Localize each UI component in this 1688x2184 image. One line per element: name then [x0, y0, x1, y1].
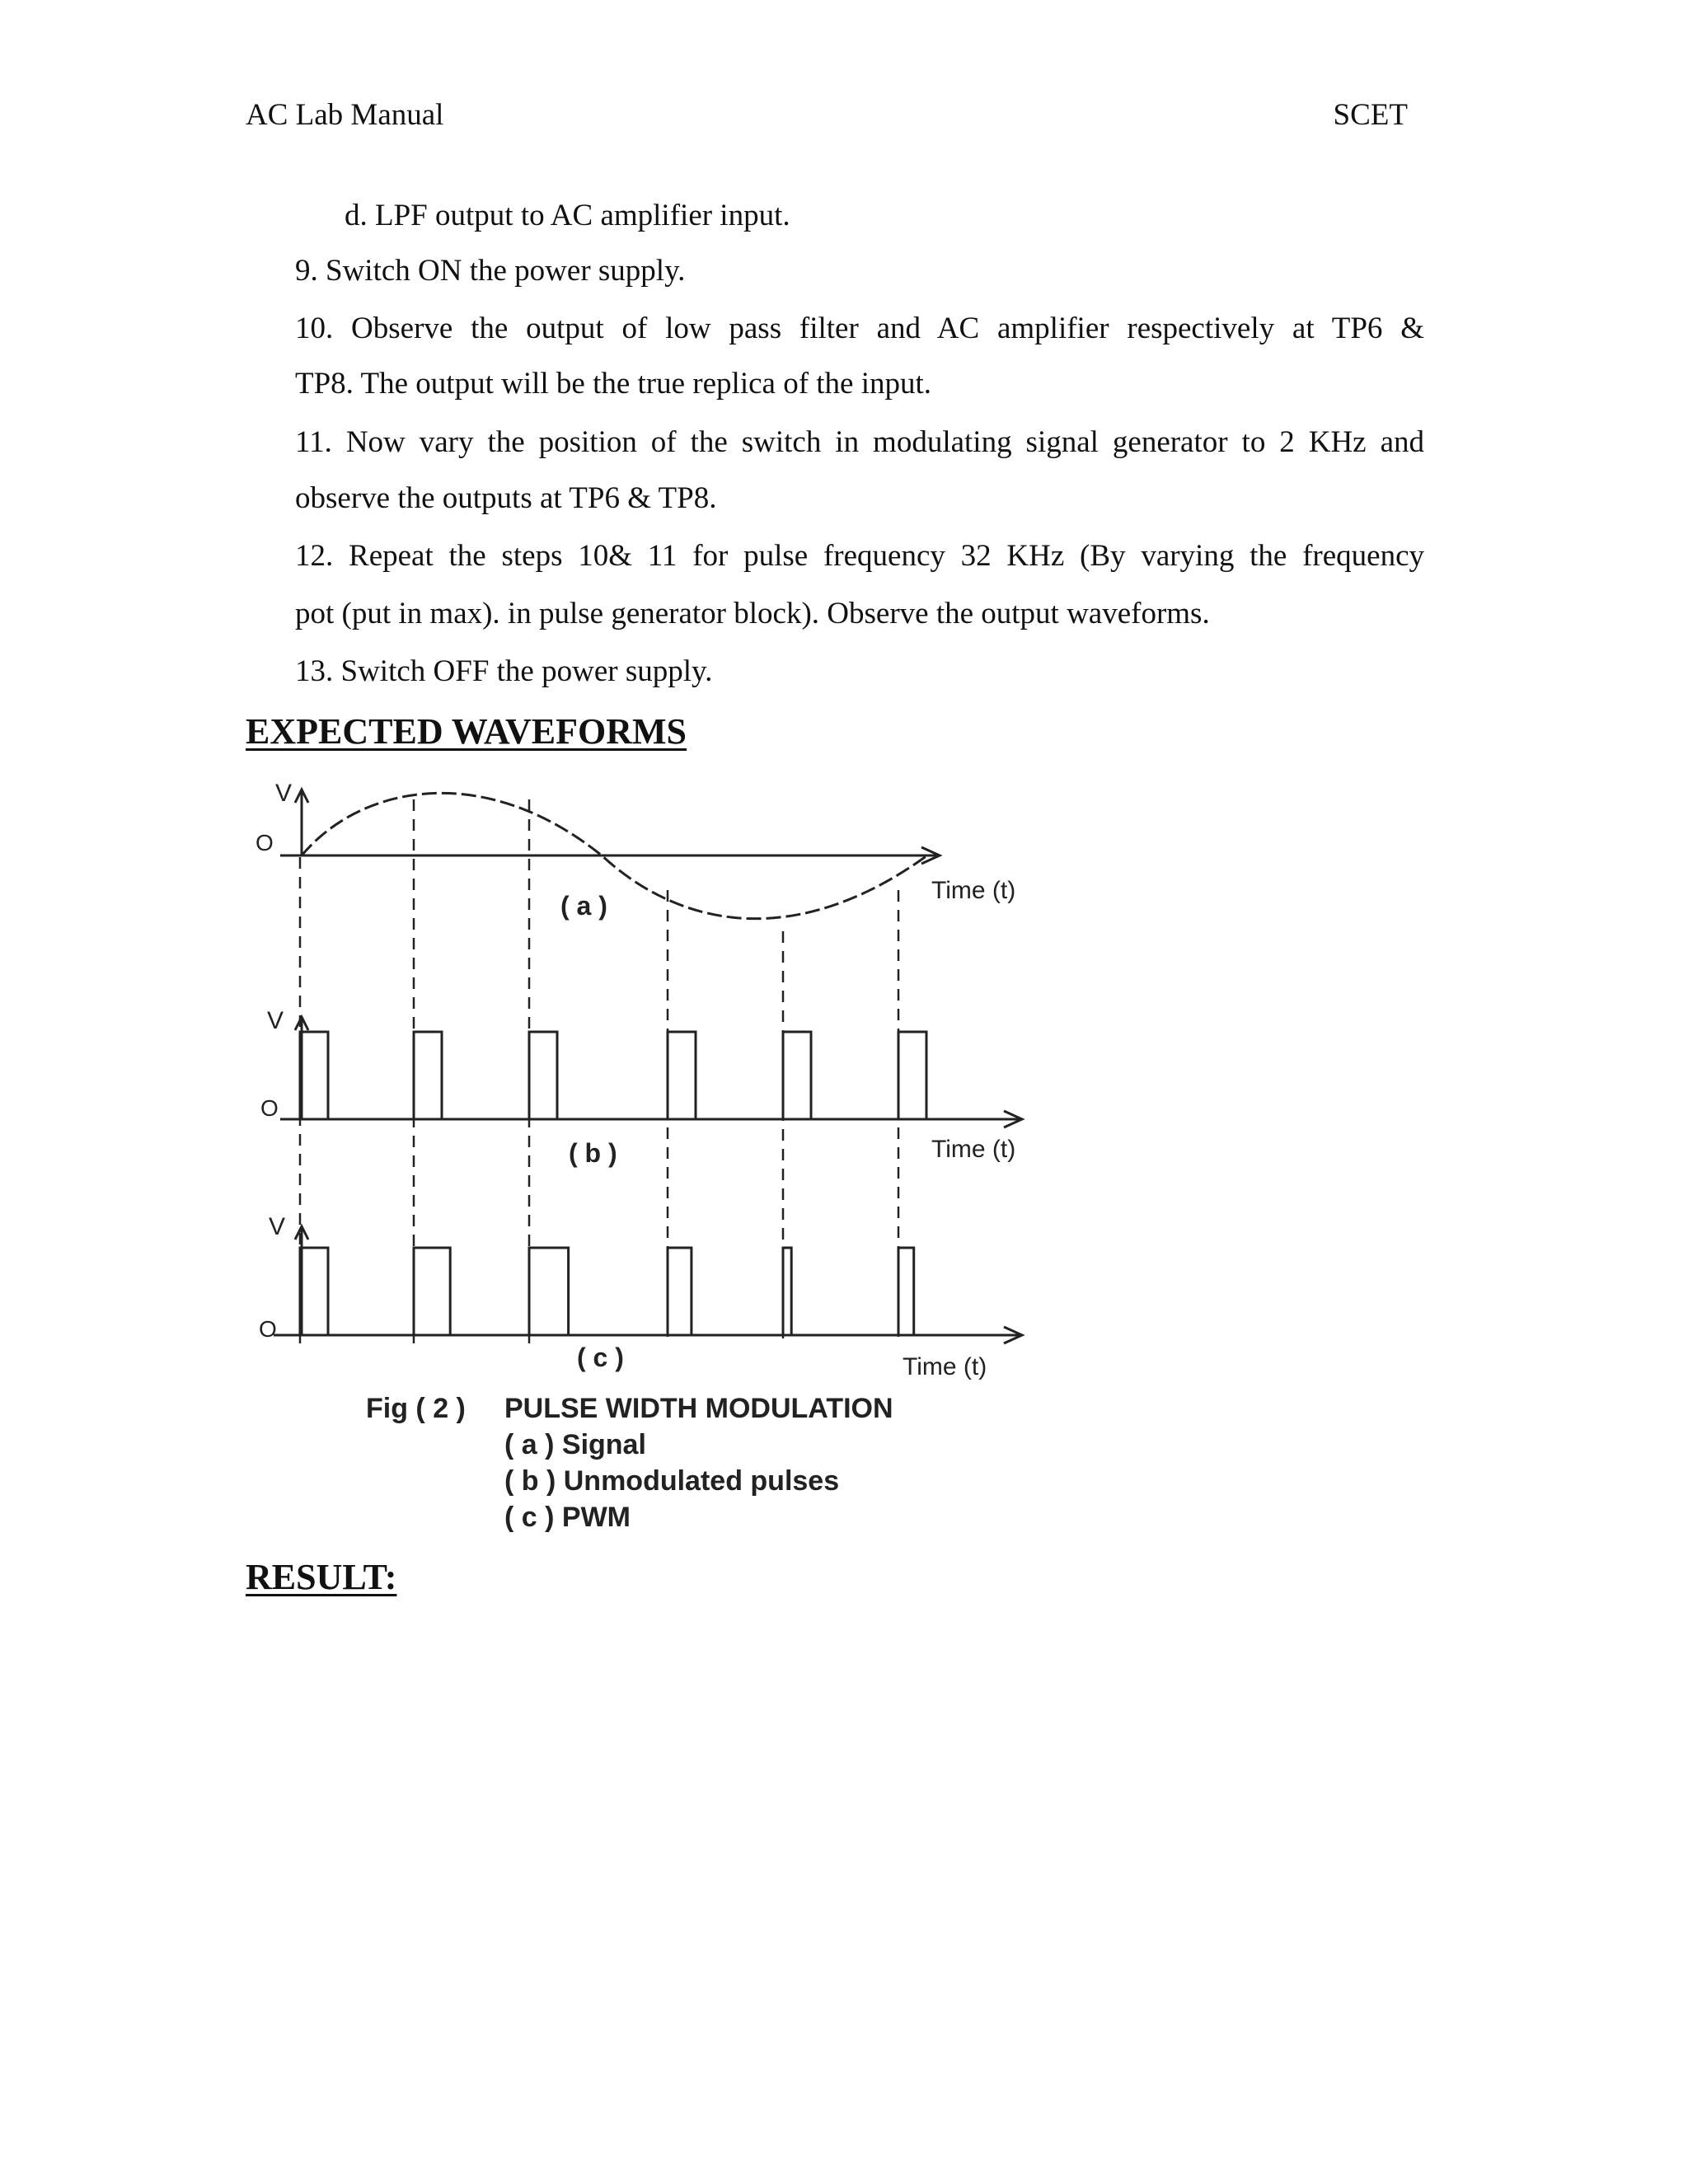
step-line: 13. Switch OFF the power supply. — [295, 654, 713, 688]
unmodulated-pulse — [529, 1032, 557, 1119]
pwm-pulse — [414, 1248, 450, 1335]
panel-b-label: ( b ) — [569, 1138, 617, 1168]
figure-caption-a: ( a ) Signal — [504, 1429, 646, 1460]
axis-o-label: O — [260, 1095, 279, 1121]
figure-caption-c: ( c ) PWM — [504, 1502, 631, 1533]
pwm-pulse — [783, 1248, 791, 1335]
pwm-pulses — [300, 1248, 914, 1335]
axis-o-label: O — [256, 830, 274, 855]
pwm-pulse — [529, 1248, 569, 1335]
pwm-waveform-figure — [239, 766, 1030, 1533]
unmodulated-pulse — [300, 1032, 328, 1119]
panel-a-label: ( a ) — [560, 891, 607, 921]
expected-waveforms-heading: EXPECTED WAVEFORMS — [246, 711, 687, 752]
guide-lines — [300, 799, 898, 1343]
unmodulated-pulse — [783, 1032, 811, 1119]
header-right: SCET — [1333, 98, 1408, 132]
panel-c-label: ( c ) — [577, 1343, 624, 1372]
step-line: 12. Repeat the steps 10& 11 for pulse frequency 32 KHz (By varying the frequency — [295, 539, 1424, 573]
step-line: TP8. The output will be the true replica of the input. — [295, 367, 932, 401]
step-line: d. LPF output to AC amplifier input. — [345, 199, 790, 232]
panel-c-axes — [274, 1226, 1022, 1343]
result-heading: RESULT: — [246, 1557, 397, 1597]
step-line: 9. Switch ON the power supply. — [295, 254, 686, 288]
unmodulated-pulse — [898, 1032, 926, 1119]
unmodulated-pulses — [300, 1032, 926, 1119]
panel-a-axes — [280, 790, 940, 864]
pwm-pulse — [898, 1248, 914, 1335]
axis-v-label: V — [269, 1213, 286, 1240]
step-line: pot (put in max). in pulse generator block). Observe the output waveforms. — [295, 597, 1210, 630]
step-line: 11. Now vary the position of the switch in modulating signal generator to 2 KHz and — [295, 425, 1424, 459]
axis-v-label: V — [275, 780, 293, 807]
panel-b-axes — [280, 1017, 1022, 1127]
time-axis-label: Time (t) — [903, 1353, 987, 1380]
time-axis-label: Time (t) — [931, 1136, 1016, 1163]
pwm-pulse — [300, 1248, 328, 1335]
step-line: observe the outputs at TP6 & TP8. — [295, 481, 717, 515]
figure-number: Fig ( 2 ) — [366, 1393, 466, 1424]
step-line: 10. Observe the output of low pass filter and AC amplifier respectively at TP6 & — [295, 312, 1424, 345]
pwm-pulse — [668, 1248, 692, 1335]
figure-caption-title: PULSE WIDTH MODULATION — [504, 1393, 893, 1424]
axis-v-label: V — [267, 1007, 284, 1034]
header-left: AC Lab Manual — [246, 98, 444, 132]
time-axis-label: Time (t) — [931, 877, 1016, 904]
unmodulated-pulse — [414, 1032, 442, 1119]
figure-caption-b: ( b ) Unmodulated pulses — [504, 1465, 840, 1497]
axis-o-label: O — [259, 1316, 277, 1342]
unmodulated-pulse — [668, 1032, 696, 1119]
